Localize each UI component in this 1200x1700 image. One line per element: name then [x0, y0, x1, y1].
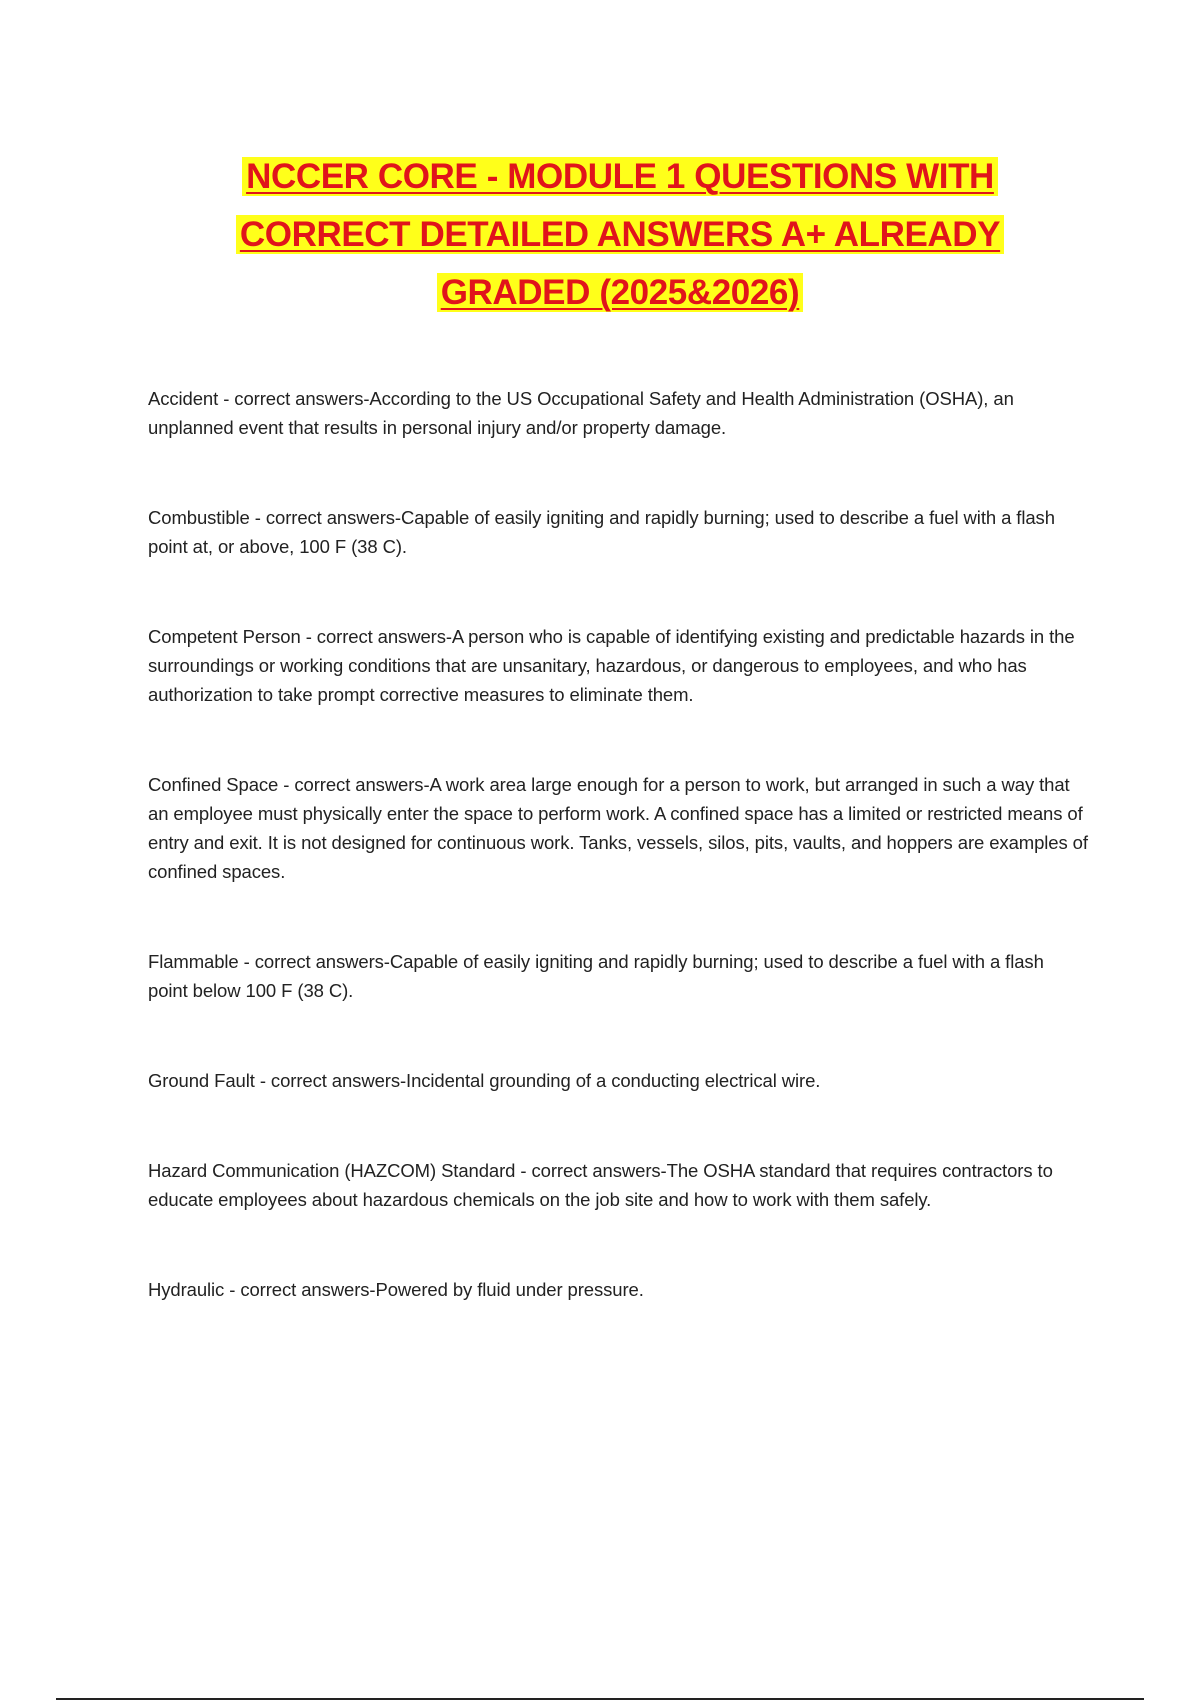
- title-line-2: CORRECT DETAILED ANSWERS A+ ALREADY: [236, 215, 1004, 254]
- definition-confined-space: Confined Space - correct answers-A work area large enough for a person to work, but arranged in such a way that an employee must physically enter the space to perform work. A confined space has a limited or restricted means of entry and exit. It is not designed for continuous work. Tanks, vessels, silos, pits, vaults, and hoppers are examples of confined spaces.: [148, 774, 1088, 882]
- definition-list: [148, 384, 1088, 1304]
- definition-flammable: Flammable - correct answers-Capable of easily igniting and rapidly burning; used to describe a fuel with a flash point below 100 F (38 C).: [148, 951, 1044, 1001]
- definition-competent-person: Competent Person - correct answers-A person who is capable of identifying existing and predictable hazards in the surroundings or working conditions that are unsanitary, hazardous, or dangerous to employees, and who has authorization to take prompt corrective measures to eliminate them.: [148, 626, 1075, 705]
- definition-accident: Accident - correct answers-According to the US Occupational Safety and Health Administration (OSHA), an unplanned event that results in personal injury and/or property damage.: [148, 388, 1014, 438]
- definition-hydraulic: Hydraulic - correct answers-Powered by fluid under pressure.: [148, 1279, 644, 1300]
- document-title: [150, 148, 1090, 322]
- definition-ground-fault: Ground Fault - correct answers-Incidental grounding of a conducting electrical wire.: [148, 1070, 821, 1091]
- definition-hazcom-standard: Hazard Communication (HAZCOM) Standard - correct answers-The OSHA standard that requires contractors to educate employees about hazardous chemicals on the job site and how to work with them safely.: [148, 1160, 1053, 1210]
- title-line-3: GRADED (2025&2026): [437, 273, 804, 312]
- title-heading: [150, 148, 1090, 322]
- title-line-1: NCCER CORE - MODULE 1 QUESTIONS WITH: [242, 157, 998, 196]
- definition-combustible: Combustible - correct answers-Capable of easily igniting and rapidly burning; used to describe a fuel with a flash point at, or above, 100 F (38 C).: [148, 507, 1055, 557]
